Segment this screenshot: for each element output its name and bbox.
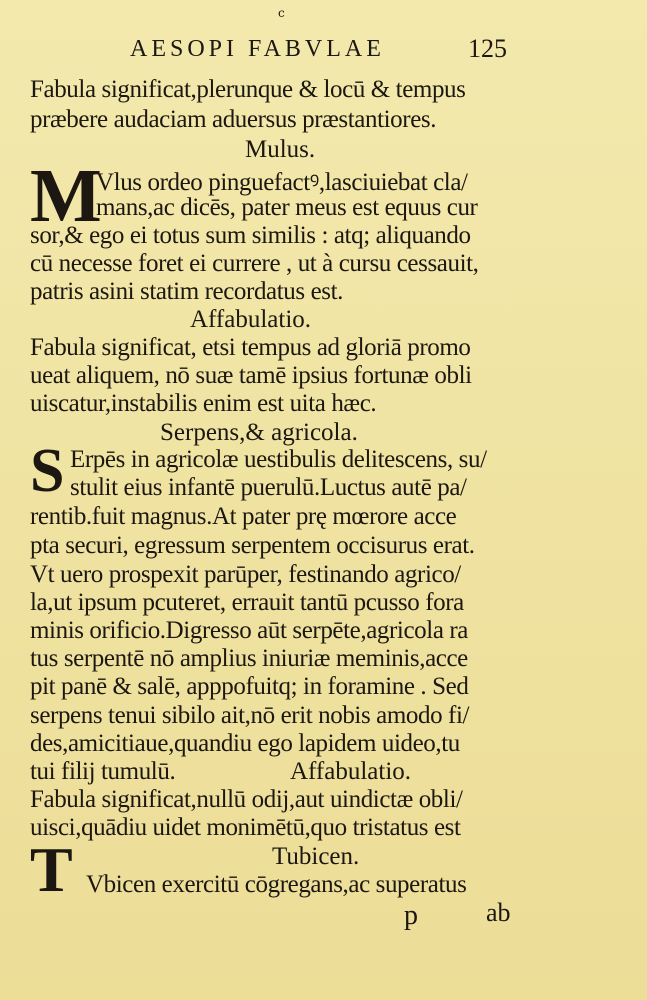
drop-cap-m: M: [30, 154, 102, 238]
running-title: AESOPI FABVLAE: [130, 36, 385, 62]
text-line: Fabula significat, etsi tempus ad gloriā promo: [30, 334, 471, 361]
text-line: rentib.fuit magnus.At pater prę mœrore acce: [30, 503, 457, 530]
text-line: tui filij tumulū.: [30, 758, 176, 785]
text-line: Fabula significat,nullū odij,aut uindictæ obli/: [30, 786, 463, 813]
text-line: uisci,quādiu uidet monimētū,quo tristatus est: [30, 814, 461, 841]
text-line: Vbicen exercitū cōgregans,ac superatus: [86, 871, 467, 898]
text-line: stulit eius infantē puerulū.Luctus autē pa/: [70, 474, 467, 501]
fable-title-serpens: Serpens,& agricola.: [160, 419, 358, 446]
affabulatio-heading: Affabulatio.: [190, 306, 312, 333]
text-line: pit panē & salē, apppofuitq; in foramine . Sed: [30, 673, 469, 700]
top-mark: c: [278, 6, 285, 20]
page-number: 125: [468, 34, 507, 63]
affabulatio-heading: Affabulatio.: [290, 758, 412, 785]
text-line: pta securi, egressum serpentem occisurus erat.: [30, 532, 475, 559]
drop-cap-t: T: [30, 834, 73, 905]
fable-title-tubicen: Tubicen.: [272, 843, 360, 870]
text-line: ueat aliquem, nō suæ tamē ipsius fortunæ obli: [30, 362, 472, 389]
text-line: uiscatur,instabilis enim est uita hæc.: [30, 390, 377, 417]
text-line: Vlus ordeo pinguefactꝰ,lasciuiebat cla/: [96, 169, 468, 196]
signature-mark: p: [404, 900, 418, 931]
text-line: patris asini statim recordatus est.: [30, 278, 344, 305]
text-line: la,ut ipsum pcuteret, errauit tantū pcusso fora: [30, 589, 464, 616]
catchword: ab: [486, 898, 511, 927]
text-line: Fabula significat,plerunque & locū & tempus: [30, 76, 466, 103]
text-line: cū necesse foret ei currere , ut à cursu cessauit,: [30, 250, 479, 277]
text-line: tus serpentē nō amplius iniuriæ meminis,acce: [30, 645, 468, 672]
text-line: serpens tenui sibilo ait,nō erit nobis amodo fi/: [30, 702, 470, 729]
text-line: sor,& ego ei totus sum similis : atq; aliquando: [30, 222, 471, 249]
fable-title-mulus: Mulus.: [245, 136, 316, 163]
text-line: præbere audaciam aduersus præstantiores.: [30, 106, 437, 133]
text-line: des,amicitiaue,quandiu ego lapidem uideo,tu: [30, 730, 460, 757]
text-line: Vt uero prospexit parūper, festinando agrico/: [30, 561, 461, 588]
drop-cap-s: S: [30, 437, 65, 505]
text-line: mans,ac dicēs, pater meus est equus cur: [96, 194, 478, 221]
text-line: Erpēs in agricolæ uestibulis delitescens, su/: [70, 446, 487, 473]
text-line: minis orificio.Digresso aūt serpēte,agricola ra: [30, 617, 468, 644]
